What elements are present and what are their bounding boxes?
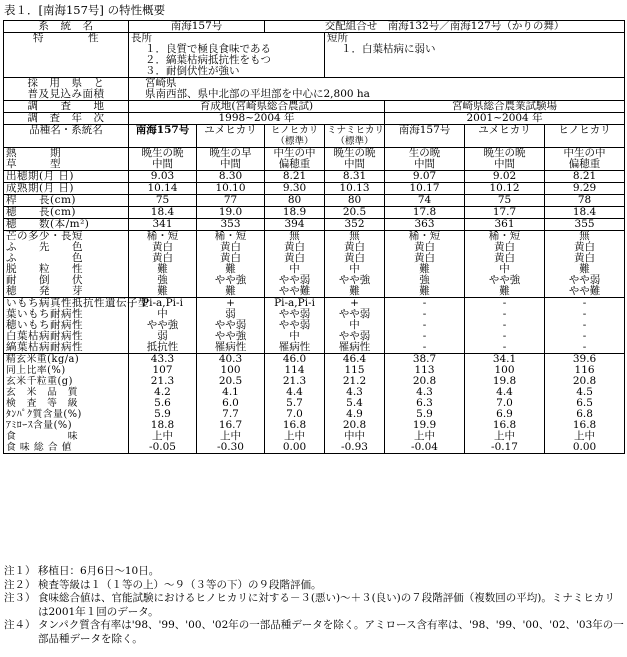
note — [4, 579, 624, 593]
survey-year-2: 2001~2004 年 — [385, 113, 625, 125]
table-cell: 341 — [129, 219, 197, 231]
table-cell: 中生の中 偏穂重 — [265, 148, 325, 171]
traits-row — [4, 33, 625, 78]
cross-value — [265, 21, 625, 33]
note-text: 移植日：6月6日～10日。 — [38, 565, 160, 577]
table-cell: 38.7 113 20.8 4.3 6.3 5.9 19.9 上中 -0.04 — [385, 354, 465, 454]
merits-cell — [129, 33, 325, 78]
table-cell: 80 — [325, 195, 385, 207]
table-row — [4, 148, 625, 171]
merit-3: ３．耐倒伏性が強い — [145, 65, 240, 77]
cross-text: 南海132号／南海127号（かりの舞） — [387, 20, 565, 32]
note-number: 注１） — [4, 565, 36, 577]
table-cell: + 弱 やや弱 やや強 罹病性 — [197, 298, 265, 354]
table-cell: 10.10 — [197, 183, 265, 195]
table-cell: 46.4 115 21.2 4.3 5.4 4.9 20.8 中中 -0.93 — [325, 354, 385, 454]
table-cell: 9.03 — [129, 171, 197, 183]
table-cell: 78 — [545, 195, 625, 207]
table-cell: 80 — [265, 195, 325, 207]
table-cell: 生の晩 中間 — [385, 148, 465, 171]
table-cell: 晩生の晩 中間 — [129, 148, 197, 171]
merit-2: ２．縞葉枯病抵抗性をもつ — [145, 54, 271, 66]
survey-year-1: 1998~2004 年 — [129, 113, 385, 125]
table-cell: 18.9 — [265, 207, 325, 219]
table-row — [4, 171, 625, 183]
column-header: ユメヒカリ — [465, 125, 545, 148]
table-cell: 無 黄白 黄白 中 やや強 難 — [325, 231, 385, 298]
column-header: ヒノヒカリ （標準） — [265, 125, 325, 148]
adoption-label — [4, 78, 129, 101]
table-cell: 39.6 116 20.8 4.5 6.5 6.8 16.8 上中 0.00 — [545, 354, 625, 454]
survey-site-row — [4, 101, 625, 113]
adoption-label-2: 普及見込み面積 — [27, 88, 105, 100]
table-cell: 394 — [265, 219, 325, 231]
note-number: 注３） — [4, 592, 36, 605]
table-cell: 363 — [385, 219, 465, 231]
column-header: ヒノヒカリ — [545, 125, 625, 148]
table-cell: 10.17 — [385, 183, 465, 195]
table-cell: 9.29 — [545, 183, 625, 195]
table-cell: 無 黄白 黄白 難 やや弱 やや難 — [545, 231, 625, 298]
table-row — [4, 298, 625, 354]
table-cell: 10.14 — [129, 183, 197, 195]
note-number: 注４） — [4, 619, 36, 632]
row-label: 精玄米重(kg/a) 同上比率(%) 玄米千粒重(g) 玄 米 品 質 検 査 等 級 ﾀﾝﾊﾟｸ質含量(%) ｱﾐﾛｰｽ含量(%) 食 味 食 味 総 合 値 — [4, 354, 129, 454]
column-header: 南海157号 — [385, 125, 465, 148]
merit-1: １．良質で極良食味である — [145, 43, 271, 55]
table-cell: 晩生の晩 中間 — [465, 148, 545, 171]
table-row — [4, 219, 625, 231]
table-cell: 20.5 — [325, 207, 385, 219]
table-cell: 8.21 — [265, 171, 325, 183]
row-label: 穂 数(本/m²) — [4, 219, 129, 231]
table-cell: 77 — [197, 195, 265, 207]
table-cell: 8.30 — [197, 171, 265, 183]
row-label: いもち病真性抵抗性遺伝子型 葉いもち耐病性 穂いもち耐病性 白葉枯病耐病性 縞葉枯病耐病性 — [4, 298, 129, 354]
survey-year-row — [4, 113, 625, 125]
table-title: 表１．[南海157号] の特性概要 — [4, 3, 166, 17]
note — [4, 592, 624, 619]
table-cell: 75 — [465, 195, 545, 207]
table-row — [4, 231, 625, 298]
column-header-row — [4, 125, 625, 148]
table-cell: 稀・短 黄白 黄白 中 やや強 難 — [465, 231, 545, 298]
row-label: 熱 期 草 型 — [4, 148, 129, 171]
table-cell: 34.1 100 19.8 4.4 7.0 6.9 16.8 上中 -0.17 — [465, 354, 545, 454]
note-text: タンパク質含有率は'98、'99、'00、'02年の一部品種データを除く。アミロース含有率は、'98、'99、'00、'02、'03年の一部品種データを除く。 — [38, 619, 624, 645]
survey-site-2: 宮崎県総合農業試験場 — [385, 101, 625, 113]
table-cell: 稀・短 黄白 黄白 難 強 難 — [385, 231, 465, 298]
table-cell: 稀・短 黄白 黄白 難 やや強 難 — [197, 231, 265, 298]
table-cell: 18.4 — [545, 207, 625, 219]
table-cell: 稀・短 黄白 黄白 難 強 難 — [129, 231, 197, 298]
row-label: 穂 長(cm) — [4, 207, 129, 219]
merits-title: 長所 — [131, 32, 152, 44]
row-label: 出穂期(月 日) — [4, 171, 129, 183]
table-cell: 40.3 100 20.5 4.1 6.0 7.7 16.7 上中 -0.30 — [197, 354, 265, 454]
survey-year-label: 調 査 年 次 — [4, 113, 129, 125]
table-row — [4, 207, 625, 219]
table-cell: 353 — [197, 219, 265, 231]
note-text: 食味総合値は、官能試験におけるヒノヒカリに対する－３(悪い)～＋３(良い)の７段階評価（複数回の平均)。ミナミヒカリは2001年１回のデータ。 — [38, 592, 615, 618]
note — [4, 619, 624, 646]
table-cell: Pi-a,Pi-i やや弱 やや弱 中 罹病性 — [265, 298, 325, 354]
table-cell: 43.3 107 21.3 4.2 5.6 5.9 18.8 上中 -0.05 — [129, 354, 197, 454]
table-cell: 9.07 — [385, 171, 465, 183]
table-cell: 361 — [465, 219, 545, 231]
column-header: 南海157号 — [129, 125, 197, 148]
table-cell: 19.0 — [197, 207, 265, 219]
adoption-row — [4, 78, 625, 101]
table-cell: + やや弱 中 やや弱 罹病性 — [325, 298, 385, 354]
table-row — [4, 183, 625, 195]
row-label: 芒の多少・長短 ふ 先 色 ふ 色 脱 粒 性 耐 倒 伏 穂 発 芽 — [4, 231, 129, 298]
table-cell: 中生の中 偏穂重 — [545, 148, 625, 171]
table-cell: 17.8 — [385, 207, 465, 219]
table-cell: 18.4 — [129, 207, 197, 219]
table-cell: - - - - - — [465, 298, 545, 354]
table-cell: 無 黄白 黄白 中 やや弱 やや難 — [265, 231, 325, 298]
table-cell: - - - - - — [385, 298, 465, 354]
table-row — [4, 195, 625, 207]
column-header: ミナミヒカリ （標準） — [325, 125, 385, 148]
table-cell: - - - - - — [545, 298, 625, 354]
table-cell: 8.21 — [545, 171, 625, 183]
note — [4, 565, 624, 579]
survey-site-label: 調 査 地 — [4, 101, 129, 113]
row-label: 成熟期(月 日) — [4, 183, 129, 195]
table-cell: 9.02 — [465, 171, 545, 183]
table-cell: 10.13 — [325, 183, 385, 195]
table-cell: 晩生の早 中間 — [197, 148, 265, 171]
table-cell: 10.12 — [465, 183, 545, 195]
note-text: 検査等級は１（１等の上）～９（３等の下）の９段階評価。 — [38, 578, 322, 591]
header-row — [4, 21, 625, 33]
system-name: 南海157号 — [129, 21, 265, 33]
column-header: ユメヒカリ — [197, 125, 265, 148]
adoption-value-2: 県南西部、県中北部の平坦部を中心に2,800 ha — [145, 88, 370, 100]
table-cell: 74 — [385, 195, 465, 207]
note-number: 注２） — [4, 578, 36, 591]
table-cell: 9.30 — [265, 183, 325, 195]
demerit-1: １．白葉枯病に弱い — [341, 43, 436, 55]
adoption-value-1: 宮崎県 — [145, 77, 177, 89]
table-cell: 17.7 — [465, 207, 545, 219]
adoption-value — [129, 78, 625, 101]
table-row — [4, 354, 625, 454]
demerits-cell — [325, 33, 625, 78]
cross-label: 交配組合せ — [324, 20, 378, 32]
table-cell: 晩生の晩 中間 — [325, 148, 385, 171]
table-cell: 352 — [325, 219, 385, 231]
system-label: 系 統 名 — [4, 21, 129, 33]
demerits-title: 短所 — [327, 32, 349, 44]
column-header-label: 品種名・系統名 — [4, 125, 129, 148]
row-label: 稈 長(cm) — [4, 195, 129, 207]
table-cell: 75 — [129, 195, 197, 207]
table-cell: 46.0 114 21.3 4.4 5.7 7.0 16.8 上中 0.00 — [265, 354, 325, 454]
survey-site-1: 育成地(宮崎県総合農試) — [129, 101, 385, 113]
table-cell: Pi-a,Pi-i 中 やや強 弱 抵抗性 — [129, 298, 197, 354]
adoption-label-1: 採 用 県 と — [27, 77, 105, 89]
table-cell: 8.31 — [325, 171, 385, 183]
characteristics-table — [3, 20, 625, 454]
notes — [4, 565, 624, 647]
table-cell: 355 — [545, 219, 625, 231]
traits-label: 特 性 — [4, 33, 129, 78]
